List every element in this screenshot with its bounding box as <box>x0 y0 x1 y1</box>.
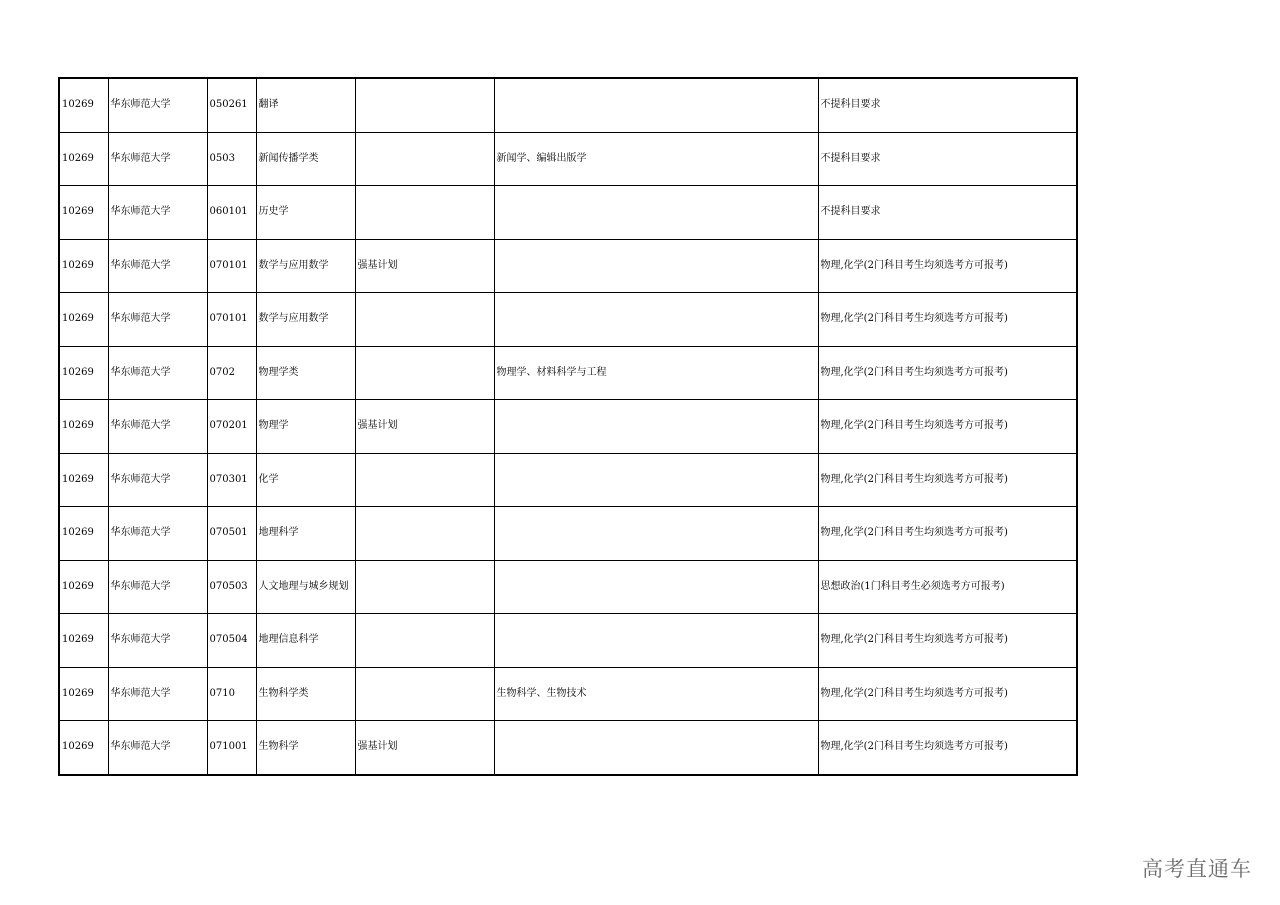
table-row <box>59 721 1077 775</box>
school-name-cell: 华东师范大学 <box>108 400 207 454</box>
school-code-cell: 10269 <box>59 400 108 454</box>
major-name-cell: 生物科学类 <box>256 667 355 721</box>
program-note-cell: 强基计划 <box>355 239 494 293</box>
subject-requirement-cell: 物理,化学(2门科目考生均须选考方可报考) <box>818 400 1077 454</box>
program-note-cell <box>355 614 494 668</box>
major-name-cell: 物理学类 <box>256 346 355 400</box>
included-majors-cell <box>494 614 818 668</box>
major-name-cell: 人文地理与城乡规划 <box>256 560 355 614</box>
school-name-cell: 华东师范大学 <box>108 453 207 507</box>
program-note-cell <box>355 507 494 561</box>
included-majors-cell: 新闻学、编辑出版学 <box>494 132 818 186</box>
school-name-cell: 华东师范大学 <box>108 614 207 668</box>
subject-requirement-cell: 物理,化学(2门科目考生均须选考方可报考) <box>818 667 1077 721</box>
program-note-cell <box>355 78 494 132</box>
school-code-cell: 10269 <box>59 132 108 186</box>
table-row <box>59 400 1077 454</box>
program-note-cell <box>355 346 494 400</box>
program-note-cell <box>355 667 494 721</box>
subject-requirement-cell: 不提科目要求 <box>818 78 1077 132</box>
school-code-cell: 10269 <box>59 721 108 775</box>
subject-requirement-cell: 物理,化学(2门科目考生均须选考方可报考) <box>818 614 1077 668</box>
table-row <box>59 667 1077 721</box>
subject-requirement-cell: 物理,化学(2门科目考生均须选考方可报考) <box>818 239 1077 293</box>
major-name-cell: 数学与应用数学 <box>256 293 355 347</box>
included-majors-cell <box>494 560 818 614</box>
subject-requirement-cell: 思想政治(1门科目考生必须选考方可报考) <box>818 560 1077 614</box>
table-row <box>59 614 1077 668</box>
subject-requirement-cell: 不提科目要求 <box>818 132 1077 186</box>
school-name-cell: 华东师范大学 <box>108 560 207 614</box>
school-name-cell: 华东师范大学 <box>108 132 207 186</box>
table-row <box>59 346 1077 400</box>
school-name-cell: 华东师范大学 <box>108 507 207 561</box>
school-name-cell: 华东师范大学 <box>108 667 207 721</box>
major-name-cell: 地理信息科学 <box>256 614 355 668</box>
major-code-cell: 070101 <box>207 239 256 293</box>
table-row <box>59 560 1077 614</box>
major-code-cell: 070301 <box>207 453 256 507</box>
major-code-cell: 050261 <box>207 78 256 132</box>
table-row <box>59 507 1077 561</box>
table-row <box>59 78 1077 132</box>
included-majors-cell <box>494 293 818 347</box>
program-note-cell <box>355 132 494 186</box>
major-code-cell: 070201 <box>207 400 256 454</box>
school-name-cell: 华东师范大学 <box>108 293 207 347</box>
included-majors-cell <box>494 453 818 507</box>
included-majors-cell <box>494 721 818 775</box>
major-name-cell: 化学 <box>256 453 355 507</box>
school-code-cell: 10269 <box>59 667 108 721</box>
subject-requirement-cell: 物理,化学(2门科目考生均须选考方可报考) <box>818 346 1077 400</box>
subject-requirement-cell: 不提科目要求 <box>818 186 1077 240</box>
school-code-cell: 10269 <box>59 614 108 668</box>
school-code-cell: 10269 <box>59 78 108 132</box>
included-majors-cell <box>494 78 818 132</box>
subject-requirement-cell: 物理,化学(2门科目考生均须选考方可报考) <box>818 721 1077 775</box>
major-code-cell: 0503 <box>207 132 256 186</box>
school-name-cell: 华东师范大学 <box>108 721 207 775</box>
subject-requirement-cell: 物理,化学(2门科目考生均须选考方可报考) <box>818 507 1077 561</box>
included-majors-cell <box>494 186 818 240</box>
included-majors-cell <box>494 507 818 561</box>
school-name-cell: 华东师范大学 <box>108 186 207 240</box>
program-note-cell <box>355 453 494 507</box>
program-note-cell: 强基计划 <box>355 721 494 775</box>
major-name-cell: 数学与应用数学 <box>256 239 355 293</box>
subject-requirements-table <box>58 77 1078 776</box>
major-name-cell: 物理学 <box>256 400 355 454</box>
table-row <box>59 186 1077 240</box>
program-note-cell: 强基计划 <box>355 400 494 454</box>
included-majors-cell: 生物科学、生物技术 <box>494 667 818 721</box>
school-code-cell: 10269 <box>59 293 108 347</box>
program-note-cell <box>355 293 494 347</box>
major-name-cell: 历史学 <box>256 186 355 240</box>
included-majors-cell <box>494 239 818 293</box>
major-name-cell: 地理科学 <box>256 507 355 561</box>
school-name-cell: 华东师范大学 <box>108 78 207 132</box>
school-code-cell: 10269 <box>59 239 108 293</box>
major-code-cell: 0702 <box>207 346 256 400</box>
major-name-cell: 翻译 <box>256 78 355 132</box>
school-code-cell: 10269 <box>59 507 108 561</box>
subject-requirement-cell: 物理,化学(2门科目考生均须选考方可报考) <box>818 453 1077 507</box>
table-row <box>59 239 1077 293</box>
major-code-cell: 060101 <box>207 186 256 240</box>
major-code-cell: 070504 <box>207 614 256 668</box>
major-code-cell: 070503 <box>207 560 256 614</box>
program-note-cell <box>355 560 494 614</box>
included-majors-cell <box>494 400 818 454</box>
major-name-cell: 新闻传播学类 <box>256 132 355 186</box>
major-code-cell: 070501 <box>207 507 256 561</box>
school-code-cell: 10269 <box>59 560 108 614</box>
school-code-cell: 10269 <box>59 346 108 400</box>
included-majors-cell: 物理学、材料科学与工程 <box>494 346 818 400</box>
subject-requirement-cell: 物理,化学(2门科目考生均须选考方可报考) <box>818 293 1077 347</box>
table-row <box>59 293 1077 347</box>
major-code-cell: 071001 <box>207 721 256 775</box>
major-code-cell: 070101 <box>207 293 256 347</box>
school-name-cell: 华东师范大学 <box>108 239 207 293</box>
table-body <box>59 78 1077 775</box>
table-row <box>59 453 1077 507</box>
major-code-cell: 0710 <box>207 667 256 721</box>
major-name-cell: 生物科学 <box>256 721 355 775</box>
school-name-cell: 华东师范大学 <box>108 346 207 400</box>
watermark-text: 高考直通车 <box>1142 857 1252 881</box>
table-row <box>59 132 1077 186</box>
program-note-cell <box>355 186 494 240</box>
school-code-cell: 10269 <box>59 453 108 507</box>
school-code-cell: 10269 <box>59 186 108 240</box>
